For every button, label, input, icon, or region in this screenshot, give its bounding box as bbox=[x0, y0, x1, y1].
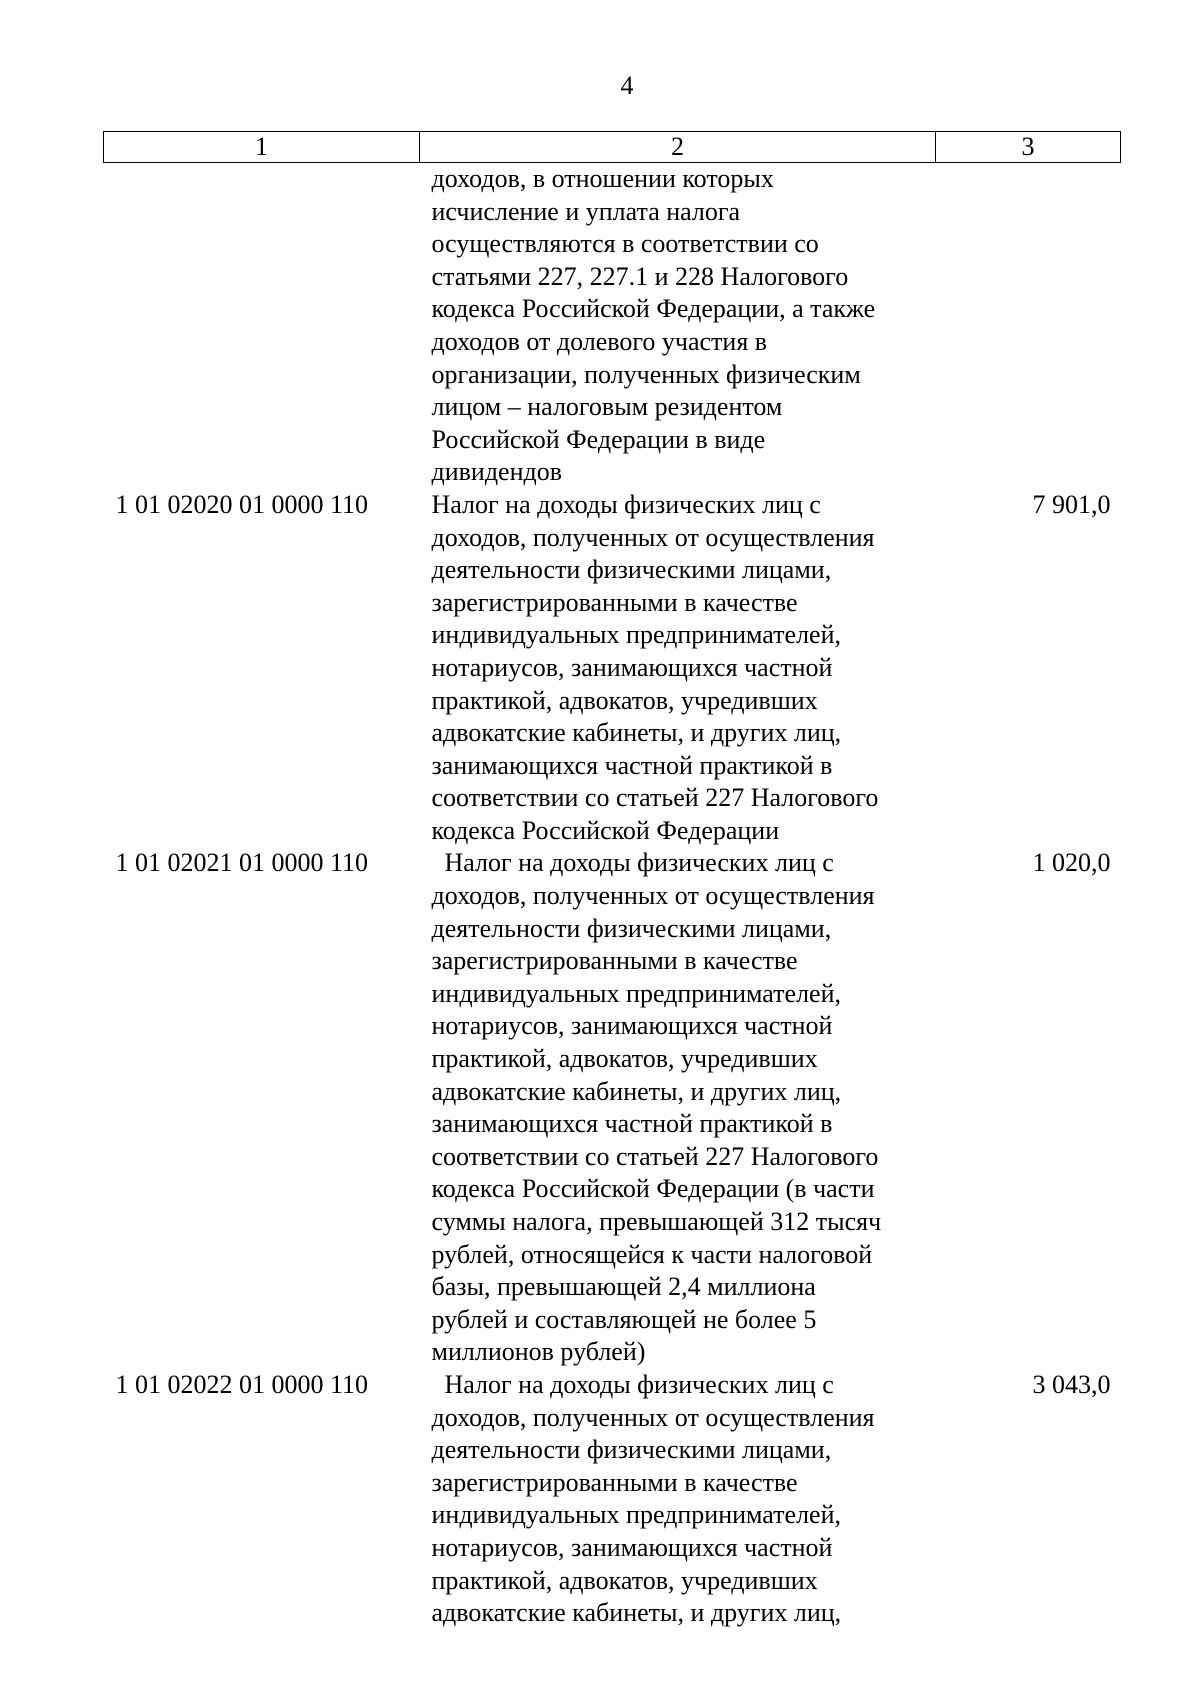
row-name-line: зарегистрированными в качестве bbox=[431, 946, 798, 976]
row-amount: 3 043,0 bbox=[1032, 1369, 1111, 1399]
row-name-line: деятельности физическими лицами, bbox=[431, 1435, 832, 1465]
row-name-line: доходов от долевого участия в bbox=[431, 326, 768, 356]
row-name-line: зарегистрированными в качестве bbox=[431, 1467, 798, 1497]
row-name-line: кодекса Российской Федерации (в части bbox=[431, 1174, 875, 1204]
row-amount bbox=[936, 163, 1121, 489]
row-name-line: соответствии со статьей 227 Налогового bbox=[431, 1141, 879, 1171]
table-row bbox=[104, 489, 1121, 848]
row-name-line: Российской Федерации в виде bbox=[431, 424, 766, 454]
column-header-amount: 3 bbox=[936, 132, 1121, 163]
row-code: 1 01 02022 01 0000 110 bbox=[115, 1369, 369, 1399]
row-name-line: рублей и составляющей не более 5 bbox=[431, 1304, 817, 1334]
row-name-line: практикой, адвокатов, учредивших bbox=[431, 1565, 818, 1595]
row-name-line: нотариусов, занимающихся частной bbox=[431, 1011, 833, 1041]
row-name-line: организации, полученных физическим bbox=[431, 359, 861, 389]
row-name-line: занимающихся частной практикой в bbox=[431, 1109, 833, 1139]
row-name-line: Налог на доходы физических лиц с bbox=[444, 848, 834, 878]
row-name-line: практикой, адвокатов, учредивших bbox=[431, 1044, 818, 1074]
row-name-line: нотариусов, занимающихся частной bbox=[431, 1532, 833, 1562]
row-name-line: статьями 227, 227.1 и 228 Налогового bbox=[431, 261, 849, 291]
row-name-line: деятельности физическими лицами, bbox=[431, 555, 832, 585]
page-number: 4 bbox=[620, 71, 634, 100]
row-name-line: деятельности физическими лицами, bbox=[431, 913, 832, 943]
table-row bbox=[104, 163, 1121, 489]
row-name-line: кодекса Российской Федерации, а также bbox=[431, 294, 876, 324]
row-amount: 1 020,0 bbox=[1032, 848, 1111, 878]
row-name-line: адвокатские кабинеты, и других лиц, bbox=[431, 1598, 842, 1628]
row-name-line: исчисление и уплата налога bbox=[431, 196, 741, 226]
row-name-line: Налог на доходы физических лиц с bbox=[444, 1369, 834, 1399]
row-name-line: адвокатские кабинеты, и других лиц, bbox=[431, 718, 842, 748]
row-name bbox=[420, 847, 936, 1369]
row-name-line: адвокатские кабинеты, и других лиц, bbox=[431, 1076, 842, 1106]
row-name-line: зарегистрированными в качестве bbox=[431, 587, 798, 617]
row-name-line: дивидендов bbox=[431, 457, 563, 487]
table-row bbox=[104, 847, 1121, 1369]
row-code: 1 01 02020 01 0000 110 bbox=[115, 489, 369, 519]
row-name-line: доходов, полученных от осуществления bbox=[431, 522, 875, 552]
table-row bbox=[104, 1369, 1121, 1630]
row-name-line: осуществляются в соответствии со bbox=[431, 229, 819, 259]
row-amount: 7 901,0 bbox=[1032, 489, 1111, 519]
column-header-code: 1 bbox=[104, 132, 420, 163]
row-name bbox=[420, 163, 936, 489]
column-header-name: 2 bbox=[420, 132, 936, 163]
row-name-line: лицом – налоговым резидентом bbox=[431, 392, 783, 422]
row-name-line: индивидуальных предпринимателей, bbox=[431, 978, 841, 1008]
row-name-line: доходов, в отношении которых bbox=[431, 164, 774, 193]
row-name-line: нотариусов, занимающихся частной bbox=[431, 652, 833, 682]
row-name-line: индивидуальных предпринимателей, bbox=[431, 620, 841, 650]
row-name bbox=[420, 489, 936, 848]
row-name-line: занимающихся частной практикой в bbox=[431, 750, 833, 780]
row-code: 1 01 02021 01 0000 110 bbox=[115, 848, 369, 878]
row-name-line: кодекса Российской Федерации bbox=[431, 815, 780, 845]
table-header-row bbox=[104, 132, 1121, 163]
row-name-line: миллионов рублей) bbox=[431, 1337, 646, 1367]
row-name bbox=[420, 1369, 936, 1630]
row-name-line: соответствии со статьей 227 Налогового bbox=[431, 783, 879, 813]
row-name-line: доходов, полученных от осуществления bbox=[431, 1402, 875, 1432]
row-code bbox=[104, 163, 420, 489]
row-name-line: суммы налога, превышающей 312 тысяч bbox=[431, 1207, 882, 1236]
row-name-line: базы, превышающей 2,4 миллиона bbox=[431, 1272, 816, 1302]
row-name-line: практикой, адвокатов, учредивших bbox=[431, 685, 818, 715]
row-name-line: Налог на доходы физических лиц с bbox=[431, 489, 821, 519]
row-name-line: индивидуальных предпринимателей, bbox=[431, 1500, 841, 1530]
row-name-line: доходов, полученных от осуществления bbox=[431, 881, 875, 911]
budget-table bbox=[103, 131, 1121, 1630]
row-name-line: рублей, относящейся к части налоговой bbox=[431, 1239, 873, 1269]
